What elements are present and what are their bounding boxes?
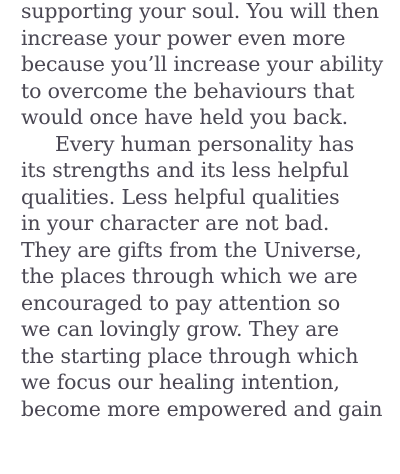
text-line: we focus our healing intention, xyxy=(21,370,340,394)
text-line: encouraged to pay attention so xyxy=(21,290,341,315)
text-line: would once have held you back. xyxy=(21,105,349,129)
text-line: increase your power even more xyxy=(21,25,346,50)
text-line: we can lovingly grow. They are xyxy=(21,317,339,341)
paragraph-continued xyxy=(21,0,396,131)
text-line: the places through which we are xyxy=(21,264,358,288)
paragraph-personality xyxy=(21,131,396,423)
text-line: its strengths and its less helpful xyxy=(21,158,349,182)
text-line: become more empowered and gain xyxy=(21,396,383,421)
text-line: qualities. Less helpful qualities xyxy=(21,184,340,209)
text-line: the starting place through which xyxy=(21,343,359,368)
text-line: supporting your soul. You will then xyxy=(21,0,379,23)
text-line: They are gifts from the Universe, xyxy=(21,237,362,262)
text-line: because you’ll increase your ability xyxy=(21,52,384,76)
text-line: in your character are not bad. xyxy=(21,211,330,235)
text-line-indented: Every human personality has xyxy=(55,131,355,156)
book-page xyxy=(21,0,396,422)
text-line: to overcome the behaviours that xyxy=(21,78,355,103)
